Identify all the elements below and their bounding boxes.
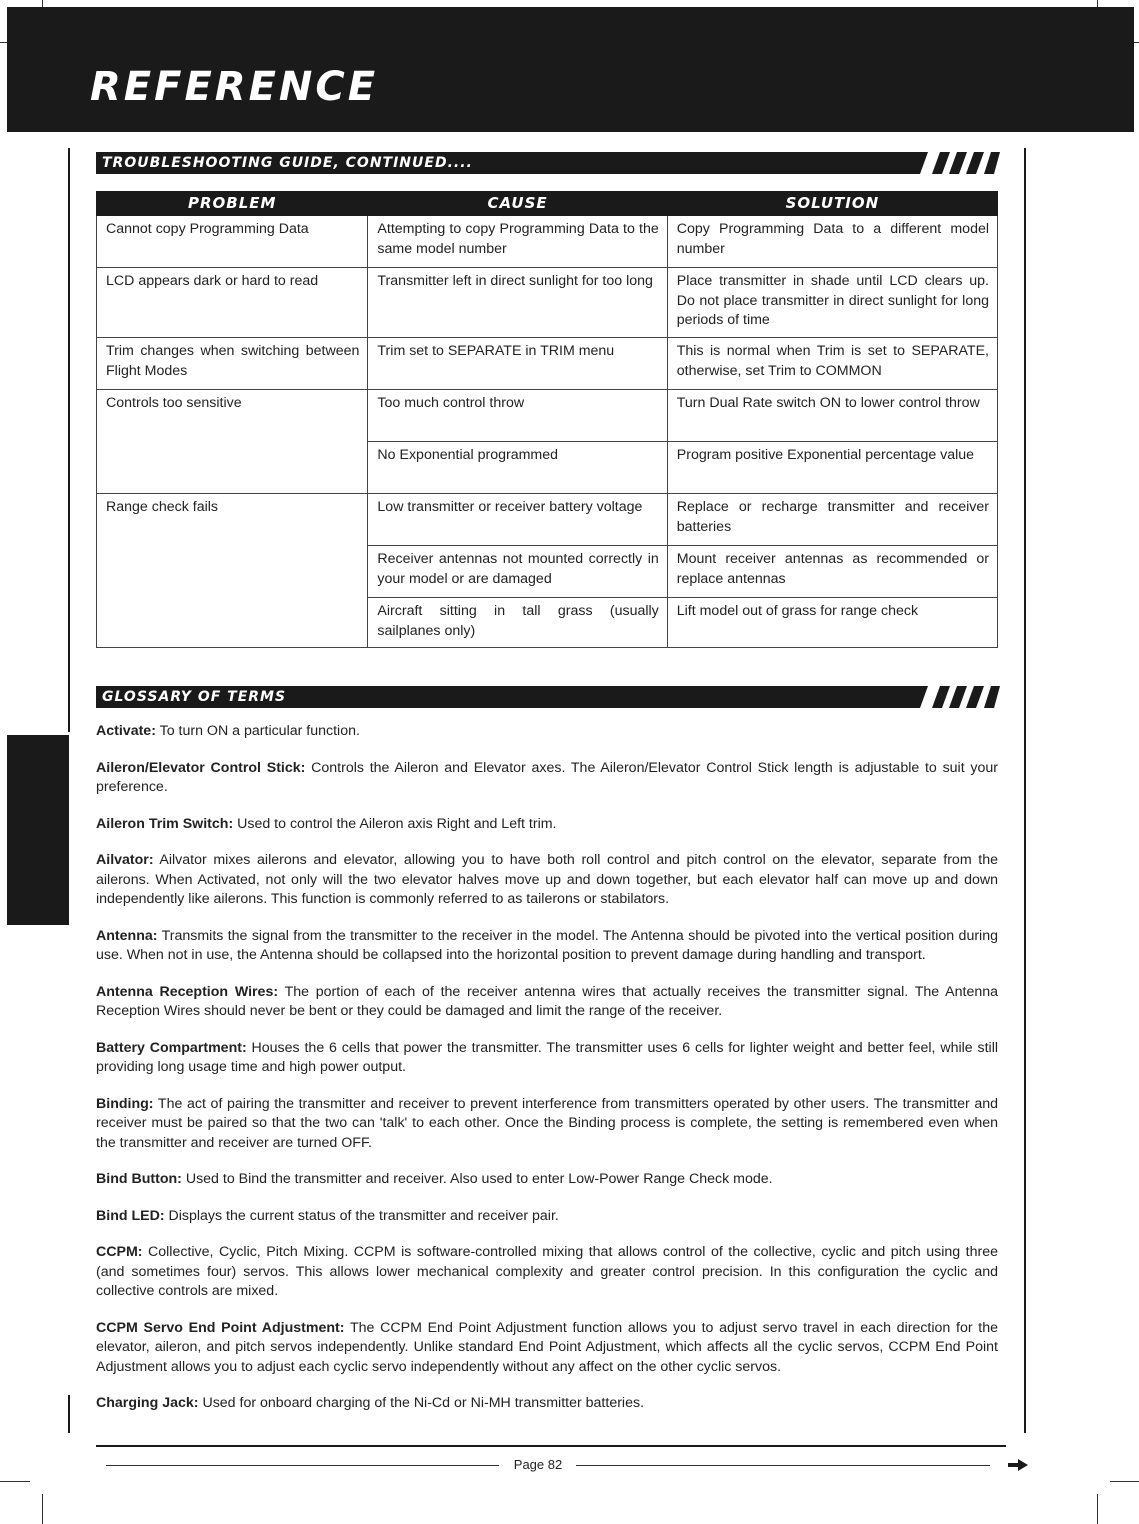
glossary-entry [96,1243,998,1302]
glossary-heading: GLOSSARY OF TERMS [96,686,916,708]
problem-cell: Cannot copy Programming Data [97,216,368,268]
glossary-term: CCPM Servo End Point Adjustment: [96,1319,345,1336]
left-margin-rule [68,1395,70,1433]
glossary-definition: To turn ON a particular function. [155,723,360,739]
crop-mark [1097,1494,1098,1524]
glossary-entry [96,1319,998,1378]
glossary-entry [96,1039,998,1078]
glossary-term: Antenna: [96,927,158,944]
solution-cell: Copy Programming Data to a different model number [667,216,997,268]
solution-cell: Program positive Exponential percentage value [667,442,997,494]
column-header-problem: PROBLEM [97,192,368,216]
solution-cell: Turn Dual Rate switch ON to lower control throw [667,390,997,442]
problem-cell: Trim changes when switching between Flight Modes [97,338,368,390]
glossary-definition: Transmits the signal from the transmitter to the receiver in the model. The Antenna should be pivoted into the vertical position during use. When not in use, the Antenna should be collapsed into the horizontal position to prevent damage during handling and transport. [96,927,998,963]
glossary-term: Bind Button: [96,1171,182,1187]
glossary-term: Charging Jack: [96,1395,199,1411]
glossary-definition: Used for onboard charging of the Ni-Cd or Ni-MH transmitter batteries. [198,1395,645,1411]
cause-cell: Transmitter left in direct sunlight for too long [368,268,667,338]
glossary-entry [96,927,998,966]
crop-mark [1110,1481,1139,1482]
problem-cell: Range check fails [97,494,368,648]
glossary-entry [96,1170,998,1190]
footer-line [576,1465,990,1466]
glossary-definition: The act of pairing the transmitter and receiver to prevent interference from transmitters operated by other users. The transmitter and receiver must be paired so that the two can 'talk' to each other. Once the Binding process is complete, the setting is remembered even when the transmitter and receiver are turned OFF. [96,1095,998,1151]
glossary-term: Binding: [96,1095,154,1112]
glossary-definition: Controls the Aileron and Elevator axes. The Aileron/Elevator Control Stick length is adjustable to suit your preference. [96,759,998,795]
footer-rule [96,1445,1006,1447]
footer-line [106,1465,499,1466]
glossary-entry [96,759,998,798]
cause-cell: Aircraft sitting in tall grass (usually sailplanes only) [368,598,667,648]
table-row [97,268,998,338]
cause-cell: Too much control throw [368,390,667,442]
glossary-definition: Used to control the Aileron axis Right and Left trim. [233,815,557,832]
troubleshooting-table [96,191,998,648]
troubleshooting-heading: TROUBLESHOOTING GUIDE, CONTINUED.... [96,152,916,174]
next-page-arrow-icon [1008,1458,1028,1472]
right-margin-rule [1024,148,1026,1433]
solution-cell: Replace or recharge transmitter and receiver batteries [667,494,997,546]
stripes-decoration [910,152,1000,174]
crop-mark [42,1494,43,1524]
glossary-term: Aileron Trim Switch: [96,815,234,832]
page-title: REFERENCE [90,64,379,110]
table-row [97,216,998,268]
glossary-definition: Ailvator mixes ailerons and elevator, allowing you to have both roll control and pitch control on the elevator, separate from the ailerons. When Activated, not only will the two elevator halves move up and down together, but each elevator half can move up and down independently like ailerons. This function is commonly referred to as tailerons or stabilators. [96,852,998,907]
column-header-solution: SOLUTION [667,192,997,216]
glossary-term: Antenna Reception Wires: [96,983,279,1000]
section-side-tab [7,735,69,925]
stripes-decoration [910,686,1000,708]
glossary-term: Battery Compartment: [96,1039,247,1056]
glossary-definition: Houses the 6 cells that power the transmitter. The transmitter uses 6 cells for lighter weight and better feel, while still providing long usage time and high power output. [96,1039,998,1075]
solution-cell: Place transmitter in shade until LCD clears up. Do not place transmitter in direct sunlight for long periods of time [667,268,997,338]
table-header-row [97,192,998,216]
crop-mark [0,1481,30,1482]
glossary-entry [96,851,998,910]
left-margin-rule [68,148,70,732]
glossary-definition: Displays the current status of the transmitter and receiver pair. [164,1207,559,1224]
table-row [97,390,998,442]
cause-cell: Receiver antennas not mounted correctly in your model or are damaged [368,546,667,598]
glossary-definition: The CCPM End Point Adjustment function allows you to adjust servo travel in each direction for the elevator, aileron, and pitch servos independently. Unlike standard End Point Adjustment, which affects all the cyclic servos, CCPM End Point Adjustment allows you to adjust each cyclic servo independently without any affect on the other cyclic servos. [96,1319,998,1375]
problem-cell: Controls too sensitive [97,390,368,494]
glossary-term: CCPM: [96,1244,143,1260]
cause-cell: Trim set to SEPARATE in TRIM menu [368,338,667,390]
column-header-cause: CAUSE [368,192,667,216]
glossary-entry [96,1207,998,1227]
solution-cell: Mount receiver antennas as recommended or replace antennas [667,546,997,598]
glossary-entry [96,1095,998,1154]
glossary-definition: Used to Bind the transmitter and receiver. Also used to enter Low-Power Range Check mode. [181,1171,773,1187]
glossary-entry [96,983,998,1022]
cause-cell: Low transmitter or receiver battery voltage [368,494,667,546]
glossary-term: Activate: [96,723,156,739]
solution-cell: Lift model out of grass for range check [667,598,997,648]
glossary-term: Ailvator: [96,852,154,868]
table-row [97,494,998,546]
problem-cell: LCD appears dark or hard to read [97,268,368,338]
cause-cell: Attempting to copy Programming Data to the same model number [368,216,667,268]
glossary-entry [96,1394,998,1414]
solution-cell: This is normal when Trim is set to SEPARATE, otherwise, set Trim to COMMON [667,338,997,390]
glossary-term: Aileron/Elevator Control Stick: [96,759,306,776]
glossary-definition: The portion of each of the receiver antenna wires that actually receives the transmitter signal. The Antenna Reception Wires should never be bent or they could be damaged and limit the range of the receiver. [96,983,999,1019]
glossary-entry [96,815,998,835]
glossary-term: Bind LED: [96,1207,165,1224]
glossary-definition: Collective, Cyclic, Pitch Mixing. CCPM is software-controlled mixing that allows control of the collective, cyclic and pitch using three (and sometimes four) servos. This allows lower mechanical complexity and greater control precision. In this configuration the cyclic and collective controls are mixed. [96,1244,998,1299]
page-number: Page 82 [513,1457,563,1472]
cause-cell: No Exponential programmed [368,442,667,494]
glossary-list [96,722,998,1431]
glossary-entry [96,722,998,742]
table-row [97,338,998,390]
